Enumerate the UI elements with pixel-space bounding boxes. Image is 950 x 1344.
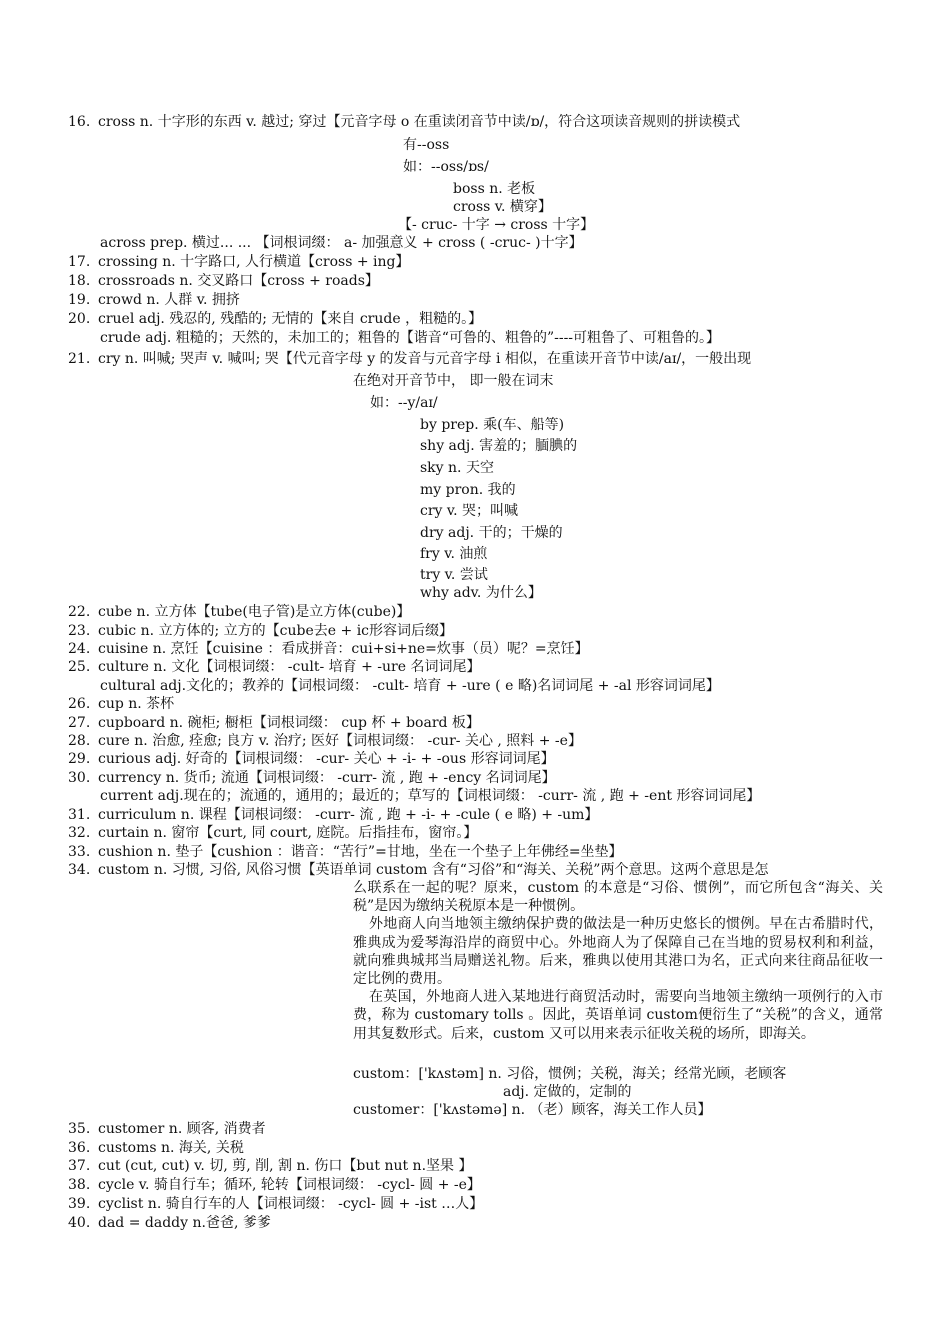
entry-number: 26. [68, 696, 91, 712]
entry-text: cubic n. 立方体的; 立方的【cube去e + ic形容词后缀】 [98, 623, 454, 639]
entry-27 [68, 714, 480, 732]
entry-number: 40. [68, 1215, 91, 1231]
entry-21-word: cry v. 哭；叫喊 [420, 503, 519, 519]
entry-text: cruel adj. 残忍的, 残酷的; 无情的【来自 crude ，粗糙的。】 [98, 311, 483, 327]
entry-21-word: shy adj. 害羞的；腼腆的 [420, 438, 578, 454]
entry-text: culture n. 文化【词根词缀： -cult- 培育 + -ure 名词词尾】 [98, 659, 481, 675]
explanation-paragraph: 外地商人向当地领主缴纳保护费的做法是一种历史悠长的惯例。早在古希腊时代，雅典成为爱琴海沿岸的商贸中心。外地商人为了保障自己在当地的贸易权利和利益，就向雅典城邦当局赠送礼物。后来，雅典以使用其港口为名，正式向来往商品征收一定比例的费用。 [353, 916, 883, 988]
entry-34-def-customer: customer：['kʌstəmə] n. （老）顾客，海关工作人员】 [353, 1102, 712, 1118]
entry-text: crossroads n. 交叉路口【cross + roads】 [98, 273, 379, 289]
entry-33 [68, 843, 623, 861]
entry-17 [68, 253, 409, 271]
entry-text: cupboard n. 碗柜; 橱柜【词根词缀： cup 杯 + board 板】 [98, 715, 480, 731]
entry-34-def-adj: adj. 定做的，定制的 [503, 1084, 632, 1100]
entry-number: 33. [68, 844, 91, 860]
entry-16-line-2: 有--oss [403, 137, 450, 153]
entry-24 [68, 640, 589, 658]
entry-21-line-3: 如：--y/aɪ/ [370, 395, 438, 411]
entry-text: cry n. 叫喊; 哭声 v. 喊叫; 哭【代元音字母 y 的发音与元音字母 i 相似，在重读开音节中读/aɪ/，一般出现 [98, 351, 752, 367]
entry-number: 35. [68, 1121, 91, 1137]
entry-29 [68, 750, 555, 768]
entry-number: 28. [68, 733, 91, 749]
entry-39 [68, 1195, 483, 1213]
entry-22 [68, 603, 410, 621]
entry-31 [68, 806, 598, 824]
entry-number: 27. [68, 715, 91, 731]
entry-text: cup n. 茶杯 [98, 696, 175, 712]
entry-text: cut (cut, cut) v. 切, 剪, 削, 割 n. 伤口【but nut n.坚果 】 [98, 1158, 473, 1174]
entry-30 [68, 769, 556, 787]
entry-34 [68, 861, 768, 879]
entry-text: cuisine n. 烹饪【cuisine ：看成拼音：cui+si+ne=炊事（员）呢？=烹饪】 [98, 641, 589, 657]
entry-32 [68, 824, 477, 842]
entry-36 [68, 1139, 244, 1157]
entry-40 [68, 1214, 271, 1232]
entry-21-word: by prep. 乘(车、船等) [420, 417, 565, 433]
entry-number: 38. [68, 1177, 91, 1193]
entry-number: 32. [68, 825, 91, 841]
entry-21-word: why adv. 为什么】 [420, 585, 542, 601]
entry-number: 19. [68, 292, 91, 308]
entry-text: customer n. 顾客, 消费者 [98, 1121, 266, 1137]
entry-21-word: try v. 尝试 [420, 567, 488, 583]
entry-number: 23. [68, 623, 91, 639]
entry-text: cyclist n. 骑自行车的人【词根词缀： -cycl- 圆 + -ist …人】 [98, 1196, 484, 1212]
entry-text: cushion n. 垫子【cushion ：谐音：“苦行”=甘地，坐在一个垫子上年佛经=坐垫】 [98, 844, 623, 860]
entry-number: 29. [68, 751, 91, 767]
entry-21-word: fry v. 油煎 [420, 546, 488, 562]
entry-text: crossing n. 十字路口, 人行横道【cross + ing】 [98, 254, 410, 270]
entry-text: curriculum n. 课程【词根词缀： -curr- 流 , 跑 + -i- + -cule ( e 略) + -um】 [98, 807, 599, 823]
entry-16-root: 【- cruc- 十字 → cross 十字】 [398, 217, 595, 233]
entry-21-line-2: 在绝对开音节中， 即一般在词末 [353, 373, 554, 389]
entry-23 [68, 622, 453, 640]
entry-21 [68, 350, 751, 368]
entry-20-sub-crude: crude adj. 粗糙的；天然的，未加工的；粗鲁的【谐音“可鲁的、粗鲁的”----可粗鲁了、可粗鲁的。】 [100, 330, 721, 346]
entry-text: curtain n. 窗帘【curt, 同 court, 庭院。后指挂布，窗帘。】 [98, 825, 478, 841]
entry-37 [68, 1157, 472, 1175]
entry-21-word: sky n. 天空 [420, 460, 494, 476]
entry-16-example-boss: boss n. 老板 [453, 181, 536, 197]
entry-38 [68, 1176, 481, 1194]
entry-21-word: my pron. 我的 [420, 482, 516, 498]
entry-text: cross n. 十字形的东西 v. 越过; 穿过【元音字母 o 在重读闭音节中读/ɒ/，符合这项读音规则的拼读模式 [98, 114, 741, 130]
entry-text: dad = daddy n.爸爸, 爹爹 [98, 1215, 271, 1231]
entry-number: 25. [68, 659, 91, 675]
entry-number: 31. [68, 807, 91, 823]
entry-number: 24. [68, 641, 91, 657]
entry-16-example-cross: cross v. 横穿】 [453, 199, 552, 215]
entry-number: 36. [68, 1140, 91, 1156]
entry-16 [68, 113, 740, 131]
entry-26 [68, 695, 174, 713]
entry-text: cure n. 治愈, 痊愈; 良方 v. 治疗; 医好【词根词缀： -cur- 关心 , 照料 + -e】 [98, 733, 582, 749]
entry-28 [68, 732, 582, 750]
explanation-paragraph: 么联系在一起的呢？原来，custom 的本意是“习俗、惯例”，而它所包含“海关、关税”是因为缴纳关税原本是一种惯例。 [353, 880, 883, 915]
entry-text: cycle v. 骑自行车；循环, 轮转【词根词缀： -cycl- 圆 + -e】 [98, 1177, 481, 1193]
entry-18 [68, 272, 379, 290]
entry-text: customs n. 海关, 关税 [98, 1140, 244, 1156]
entry-21-word: dry adj. 干的；干燥的 [420, 525, 563, 541]
entry-number: 30. [68, 770, 91, 786]
entry-text: cube n. 立方体【tube(电子管)是立方体(cube)】 [98, 604, 411, 620]
entry-25 [68, 658, 480, 676]
entry-16-line-3: 如：--oss/ɒs/ [403, 159, 489, 175]
entry-34-def-custom: custom：['kʌstəm] n. 习俗，惯例；关税，海关；经常光顾，老顾客 [353, 1066, 787, 1082]
entry-number: 18. [68, 273, 91, 289]
entry-number: 39. [68, 1196, 91, 1212]
entry-20 [68, 310, 482, 328]
entry-19 [68, 291, 240, 309]
entry-text: custom n. 习惯, 习俗, 风俗习惯【英语单词 custom 含有“习俗”和“海关、关税”两个意思。这两个意思是怎 [98, 862, 769, 878]
entry-number: 17. [68, 254, 91, 270]
entry-text: currency n. 货币; 流通【词根词缀： -curr- 流 , 跑 + -ency 名词词尾】 [98, 770, 556, 786]
explanation-paragraph: 在英国，外地商人进入某地进行商贸活动时，需要向当地领主缴纳一项例行的入市费，称为 customary tolls 。因此，英语单词 custom便衍生了“关税”的含义，通常用其复数形式。后来，custom 又可以用来表示征收关税的场所，即海关。 [353, 989, 883, 1042]
entry-30-sub-current: current adj.现在的；流通的，通用的；最近的；草写的【词根词缀： -curr- 流 , 跑 + -ent 形容词词尾】 [100, 788, 761, 804]
entry-number: 37. [68, 1158, 91, 1174]
entry-text: curious adj. 好奇的【词根词缀： -cur- 关心 + -i- + -ous 形容词词尾】 [98, 751, 555, 767]
entry-35 [68, 1120, 266, 1138]
entry-number: 21. [68, 351, 91, 367]
entry-number: 20. [68, 311, 91, 327]
entry-34-explanation [353, 879, 883, 1043]
entry-25-sub-cultural: cultural adj.文化的；教养的【词根词缀： -cult- 培育 + -ure ( e 略)名词词尾 + -al 形容词词尾】 [100, 678, 720, 694]
entry-number: 16. [68, 114, 91, 130]
entry-number: 34. [68, 862, 91, 878]
entry-text: crowd n. 人群 v. 拥挤 [98, 292, 240, 308]
entry-number: 22. [68, 604, 91, 620]
entry-16-sub-across: across prep. 横过... ... 【词根词缀： a- 加强意义 + cross ( -cruc- )十字】 [100, 235, 583, 251]
